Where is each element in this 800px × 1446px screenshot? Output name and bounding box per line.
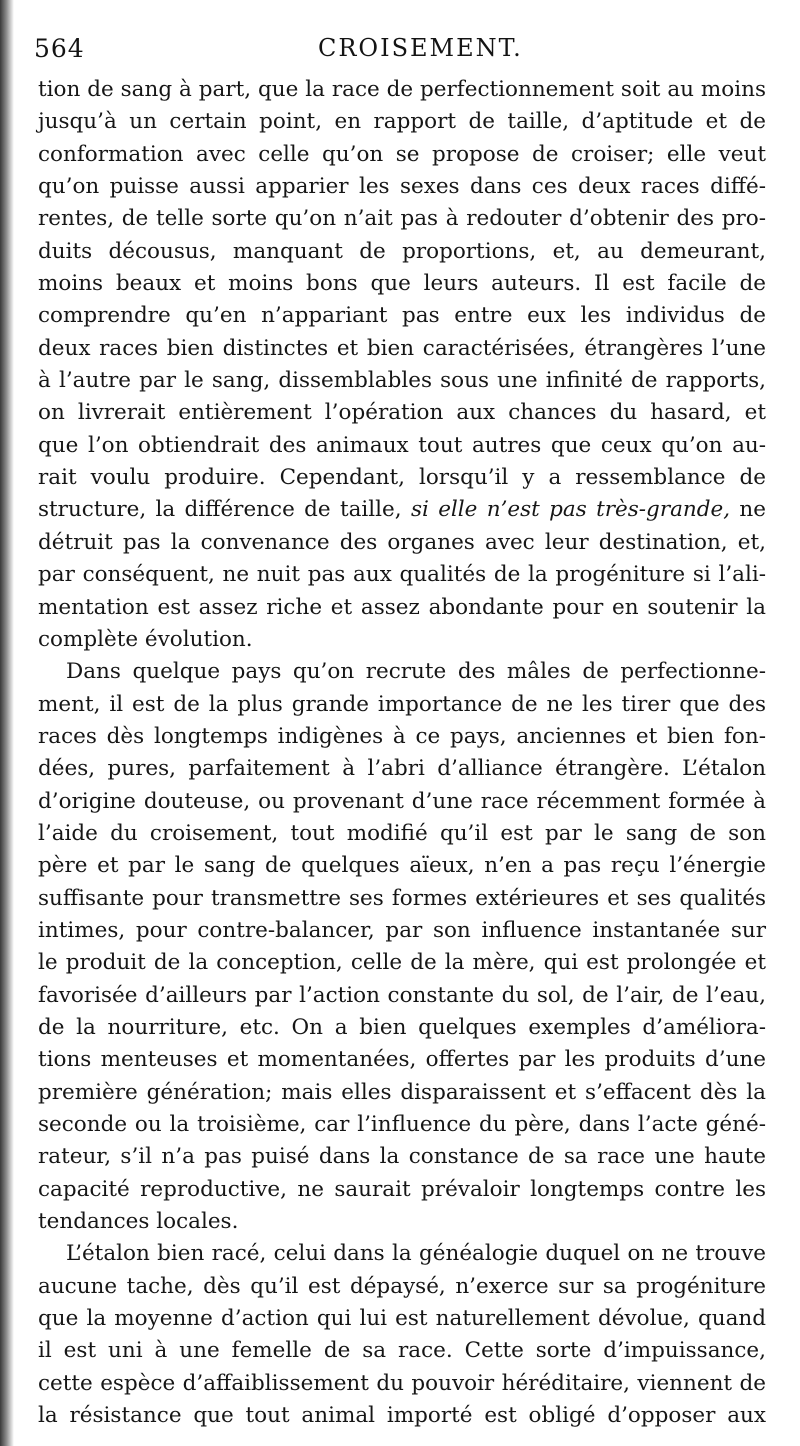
- text-line: [38, 1335, 766, 1367]
- text-segment: la résistance que tout animal importé est obligé d’opposer aux: [38, 1403, 766, 1429]
- text-line: [38, 1238, 766, 1270]
- text-segment: que la moyenne d’action qui lui est naturellement dévolue, quand: [38, 1306, 766, 1332]
- text-line: [38, 494, 766, 526]
- text-line: [38, 333, 766, 365]
- text-line: [38, 203, 766, 235]
- text-line: [38, 850, 766, 882]
- text-line: [38, 1012, 766, 1044]
- text-segment: deux races bien distinctes et bien caractérisées, étrangères l’une: [38, 335, 766, 361]
- text-line: [38, 1174, 766, 1206]
- text-line: [38, 1141, 766, 1173]
- text-line: [38, 947, 766, 979]
- text-line: [38, 1077, 766, 1109]
- text-line: [38, 915, 766, 947]
- text-line: [38, 139, 766, 171]
- text-segment: Dans quelque pays qu’on recrute des mâles de perfectionne-: [66, 659, 766, 685]
- text-segment: rentes, de telle sorte qu’on n’ait pas à redouter d’obtenir des pro-: [38, 206, 766, 232]
- text-line: [38, 171, 766, 203]
- text-segment: aucune tache, dès qu’il est dépaysé, n’exerce sur sa progéniture: [38, 1273, 766, 1299]
- text-segment: dées, pures, parfaitement à l’abri d’alliance étrangère. L’étalon: [38, 756, 766, 782]
- text-line: [38, 786, 766, 818]
- text-line: [38, 883, 766, 915]
- text-segment: l’aide du croisement, tout modifié qu’il est par le sang de son: [38, 820, 766, 846]
- text-line: [38, 689, 766, 721]
- text-segment: ne: [730, 497, 767, 523]
- page-header: [34, 26, 774, 66]
- text-segment: suffisante pour transmettre ses formes extérieures et ses qualités: [38, 885, 766, 911]
- text-segment: il est uni à une femelle de sa race. Cette sorte d’impuissance,: [38, 1338, 766, 1364]
- text-line: [38, 1109, 766, 1141]
- text-line: [38, 1044, 766, 1076]
- text-segment: seconde ou la troisième, car l’influence du père, dans l’acte géné-: [38, 1112, 766, 1137]
- italic-text-segment: si elle n’est pas très-grande,: [410, 497, 731, 523]
- text-segment: le produit de la conception, celle de la mère, qui est prolongée et: [38, 950, 766, 976]
- text-segment: structure, la différence de taille,: [38, 497, 411, 523]
- text-segment: cette espèce d’affaiblissement du pouvoir héréditaire, viennent de: [38, 1370, 766, 1396]
- text-line: [38, 721, 766, 753]
- text-line: [38, 365, 766, 397]
- text-segment: père et par le sang de quelques aïeux, n’en a pas reçu l’énergie: [38, 853, 766, 879]
- text-segment: jusqu’à un certain point, en rapport de taille, d’aptitude et de: [38, 109, 766, 135]
- text-segment: moins beaux et moins bons que leurs auteurs. Il est facile de: [38, 271, 766, 297]
- text-segment: races dès longtemps indigènes à ce pays, anciennes et bien fon-: [38, 723, 766, 749]
- text-segment: duits décousus, manquant de proportions, et, au demeurant,: [38, 238, 766, 264]
- text-segment: favorisée d’ailleurs par l’action constante du sol, de l’air, de l’eau,: [38, 982, 766, 1008]
- text-line: [38, 1368, 766, 1400]
- text-line: [38, 624, 766, 656]
- running-title: CROISEMENT.: [318, 34, 523, 62]
- text-line: [38, 818, 766, 850]
- page-number: 564: [34, 34, 85, 63]
- text-line: [38, 106, 766, 138]
- text-line: [38, 430, 766, 462]
- text-line: [38, 397, 766, 429]
- body-text: [38, 74, 766, 1432]
- text-segment: complète évolution.: [38, 626, 253, 652]
- text-segment: capacité reproductive, ne saurait prévaloir longtemps contre les: [38, 1176, 766, 1202]
- text-segment: à l’autre par le sang, dissemblables sous une infinité de rapports,: [38, 368, 766, 394]
- text-segment: mentation est assez riche et assez abondante pour en soutenir la: [38, 594, 766, 620]
- text-line: [38, 300, 766, 332]
- text-segment: rateur, s’il n’a pas puisé dans la constance de sa race une haute: [38, 1144, 766, 1170]
- text-line: [38, 559, 766, 591]
- text-segment: que l’on obtiendrait des animaux tout autres que ceux qu’on au-: [38, 432, 766, 458]
- text-line: [38, 74, 766, 106]
- text-segment: de la nourriture, etc. On a bien quelques exemples d’améliora-: [38, 1014, 766, 1040]
- text-line: [38, 980, 766, 1012]
- text-line: [38, 1400, 766, 1432]
- text-segment: qu’on puisse aussi apparier les sexes dans ces deux races diffé-: [38, 174, 766, 200]
- text-line: [38, 1303, 766, 1335]
- text-segment: L’étalon bien racé, celui dans la généalogie duquel on ne trouve: [66, 1241, 766, 1267]
- text-segment: rait voulu produire. Cependant, lorsqu’il y a ressemblance de: [38, 465, 766, 491]
- text-line: [38, 592, 766, 624]
- text-segment: par conséquent, ne nuit pas aux qualités de la progéniture si l’ali-: [38, 562, 766, 588]
- text-line: [38, 462, 766, 494]
- text-segment: intimes, pour contre-balancer, par son influence instantanée sur: [38, 917, 766, 943]
- text-line: [38, 236, 766, 268]
- text-segment: détruit pas la convenance des organes avec leur destination, et,: [38, 529, 766, 555]
- text-segment: tion de sang à part, que la race de perfectionnement soit au moins: [38, 77, 766, 102]
- text-line: [38, 753, 766, 785]
- text-line: [38, 1206, 766, 1238]
- text-segment: conformation avec celle qu’on se propose de croiser; elle veut: [38, 141, 766, 167]
- text-segment: on livrerait entièrement l’opération aux chances du hasard, et: [38, 400, 766, 426]
- text-line: [38, 268, 766, 300]
- text-line: [38, 656, 766, 688]
- text-line: [38, 527, 766, 559]
- text-segment: ment, il est de la plus grande importance de ne les tirer que des: [38, 691, 766, 717]
- text-segment: comprendre qu’en n’appariant pas entre eux les individus de: [38, 303, 766, 329]
- text-segment: première génération; mais elles disparaissent et s’effacent dès la: [38, 1079, 766, 1105]
- text-line: [38, 1271, 766, 1303]
- text-segment: tendances locales.: [38, 1209, 239, 1235]
- text-segment: d’origine douteuse, ou provenant d’une race récemment formée à: [38, 788, 766, 814]
- binding-gutter-shadow: [0, 0, 14, 1446]
- text-segment: tions menteuses et momentanées, offertes par les produits d’une: [38, 1047, 766, 1073]
